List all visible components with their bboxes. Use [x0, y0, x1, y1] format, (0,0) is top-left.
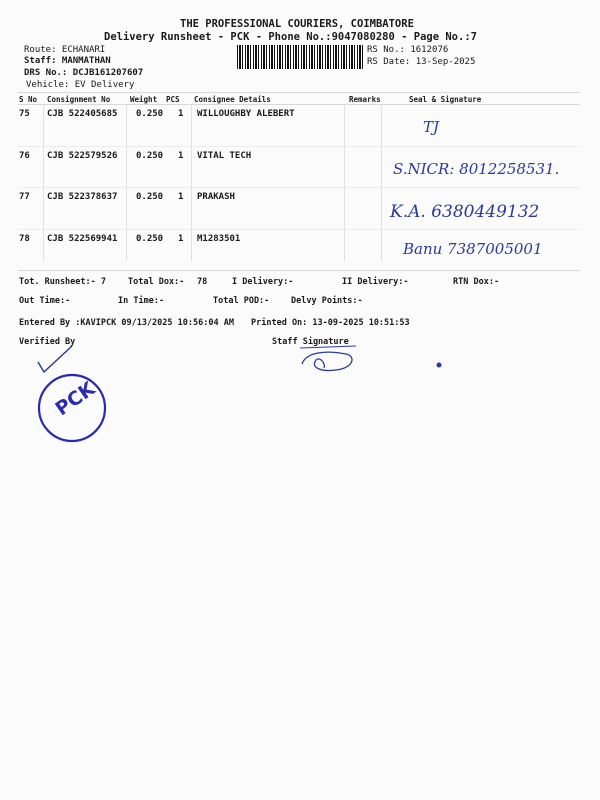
row-signature: S.NICR: 8012258531. [393, 160, 560, 178]
tot-runsheet: Tot. Runsheet:- 7 [19, 277, 106, 287]
row-signature: Banu 7387005001 [403, 240, 543, 258]
in-time: In Time:- [118, 296, 165, 306]
drs-number: DRS No.: DCJB161207607 [24, 68, 144, 78]
out-time: Out Time:- [19, 296, 71, 306]
row-pcs: 1 [178, 109, 184, 119]
rs-number: RS No.: 1612076 [367, 45, 449, 55]
i-delivery: I Delivery:- [232, 277, 294, 287]
row-divider [18, 229, 580, 230]
col-header-consignment: Consignment No [47, 95, 111, 104]
total-pod: Total POD:- [213, 296, 270, 306]
table-header-rule [18, 104, 580, 105]
row-weight: 0.250 [136, 151, 164, 161]
vehicle-label: Vehicle: EV Delivery [26, 80, 135, 90]
table-top-rule [18, 92, 580, 93]
row-weight: 0.250 [136, 109, 164, 119]
column-divider [191, 104, 192, 261]
row-consignee: PRAKASH [197, 192, 235, 202]
row-pcs: 1 [178, 234, 184, 244]
row-consignment: CJB 522569941 [47, 234, 118, 244]
delvy-points: Delvy Points:- [291, 296, 363, 306]
row-consignee: VITAL TECH [197, 151, 252, 161]
col-header-weight: Weight [130, 95, 158, 104]
col-header-seal: Seal & Signature [409, 95, 482, 104]
row-weight: 0.250 [136, 192, 164, 202]
row-consignment: CJB 522405685 [47, 109, 118, 119]
row-signature: K.A. 6380449132 [390, 202, 540, 222]
ii-delivery: II Delivery:- [342, 277, 409, 287]
row-sno: 76 [19, 151, 30, 161]
total-dox-label: Total Dox:- [128, 277, 185, 287]
col-header-pcs: PCS [166, 95, 180, 104]
column-divider [344, 104, 345, 261]
column-divider [43, 104, 44, 261]
rtn-dox: RTN Dox:- [453, 277, 500, 287]
row-sno: 75 [19, 109, 30, 119]
verified-by-label: Verified By [19, 337, 76, 347]
column-divider [381, 104, 382, 261]
col-header-remarks: Remarks [349, 95, 381, 104]
company-title: THE PROFESSIONAL COURIERS, COIMBATORE [180, 18, 414, 30]
route-label: Route: ECHANARI [24, 45, 106, 55]
col-header-consignee: Consignee Details [194, 95, 271, 104]
row-divider [18, 146, 580, 147]
col-header-sno: S No [19, 95, 38, 104]
printed-on: Printed On: 13-09-2025 10:51:53 [251, 318, 410, 328]
staff-signature-scribble [296, 342, 362, 376]
row-sno: 77 [19, 192, 30, 202]
row-consignee: WILLOUGHBY ALEBERT [197, 109, 295, 119]
row-signature: TJ [423, 118, 440, 136]
row-pcs: 1 [178, 192, 184, 202]
column-divider [126, 104, 127, 261]
rs-date: RS Date: 13-Sep-2025 [367, 57, 476, 67]
barcode [237, 45, 363, 69]
pck-stamp-text: PCK [51, 377, 100, 421]
row-divider [18, 187, 580, 188]
table-bottom-rule [18, 270, 580, 271]
staff-signature-label: Staff Signature [272, 337, 349, 347]
ink-dot [432, 358, 446, 372]
row-pcs: 1 [178, 151, 184, 161]
total-dox-value: 78 [197, 277, 208, 287]
row-consignment: CJB 522579526 [47, 151, 118, 161]
entered-by: Entered By :KAVIPCK 09/13/2025 10:56:04 AM [19, 318, 234, 328]
runsheet-subtitle: Delivery Runsheet - PCK - Phone No.:9047080280 - Page No.:7 [104, 31, 477, 43]
staff-label: Staff: MANMATHAN [24, 56, 111, 66]
row-sno: 78 [19, 234, 30, 244]
row-consignee: M1283501 [197, 234, 241, 244]
row-consignment: CJB 522378637 [47, 192, 118, 202]
row-weight: 0.250 [136, 234, 164, 244]
